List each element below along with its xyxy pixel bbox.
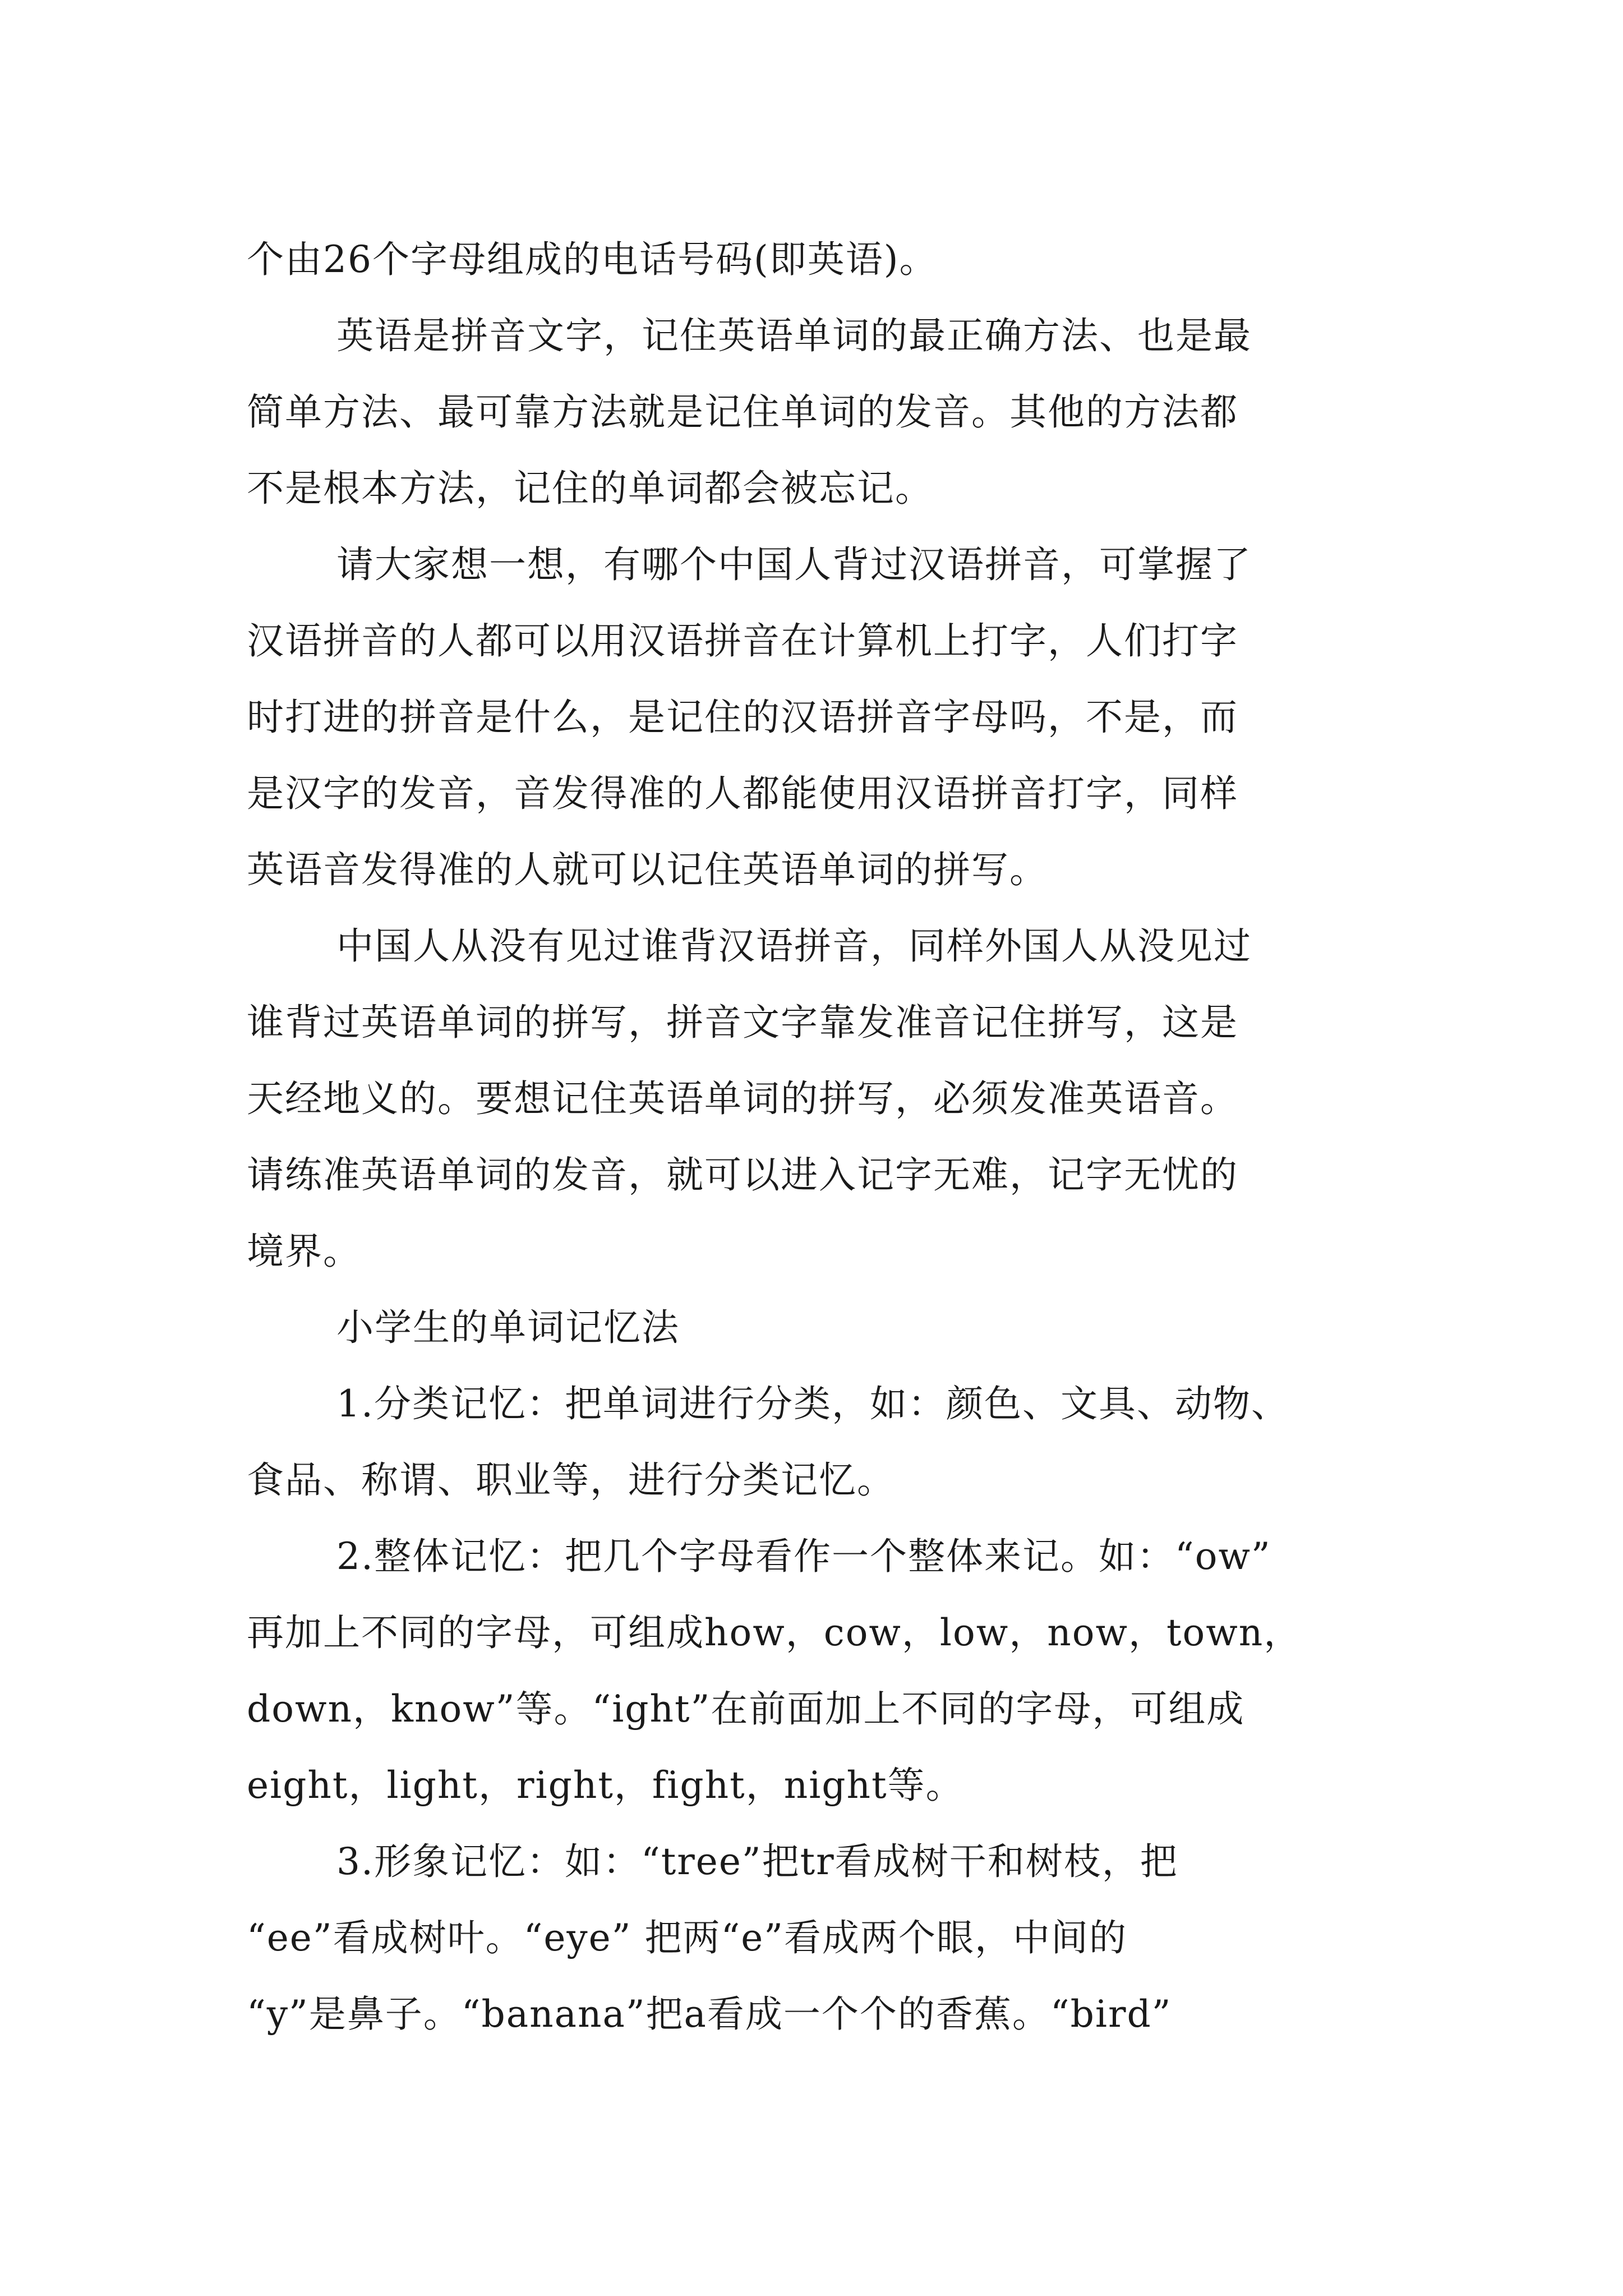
text-line: 3.形象记忆：如：“tree”把tr看成树干和树枝，把 bbox=[336, 1840, 1178, 1883]
text-line: 天经地义的。要想记住英语单词的拼写，必须发准英语音。 bbox=[247, 1077, 1238, 1120]
text-line: 英语是拼音文字，记住英语单词的最正确方法、也是最 bbox=[336, 314, 1252, 357]
text-line: “ee”看成树叶。“eye” 把两“e”看成两个眼，中间的 bbox=[247, 1916, 1128, 1959]
text-line: 2.整体记忆：把几个字母看作一个整体来记。如：“ow” bbox=[336, 1535, 1271, 1578]
text-line: 不是根本方法，记住的单词都会被忘记。 bbox=[247, 467, 933, 510]
text-line: 请练准英语单词的发音，就可以进入记字无难，记字无忧的 bbox=[247, 1153, 1238, 1197]
text-line: 再加上不同的字母，可组成how，cow，low，now，town， bbox=[247, 1611, 1302, 1654]
text-line: 个由26个字母组成的电话号码(即英语)。 bbox=[247, 238, 938, 281]
text-line: down，know”等。“ight”在前面加上不同的字母，可组成 bbox=[247, 1687, 1245, 1731]
text-line: 是汉字的发音，音发得准的人都能使用汉语拼音打字，同样 bbox=[247, 772, 1238, 815]
text-line: 境界。 bbox=[247, 1230, 361, 1273]
document-body bbox=[247, 222, 1391, 2053]
text-line: eight，light，right，fight，night等。 bbox=[247, 1764, 964, 1807]
text-line: 请大家想一想，有哪个中国人背过汉语拼音，可掌握了 bbox=[336, 543, 1252, 586]
text-line: “y”是鼻子。“banana”把a看成一个个的香蕉。“bird” bbox=[247, 1993, 1172, 2036]
text-line: 1.分类记忆：把单词进行分类，如：颜色、文具、动物、 bbox=[336, 1382, 1289, 1425]
text-line: 简单方法、最可靠方法就是记住单词的发音。其他的方法都 bbox=[247, 390, 1238, 434]
text-line: 汉语拼音的人都可以用汉语拼音在计算机上打字，人们打字 bbox=[247, 619, 1238, 662]
text-line: 食品、称谓、职业等，进行分类记忆。 bbox=[247, 1458, 895, 1502]
section-heading: 小学生的单词记忆法 bbox=[336, 1306, 680, 1349]
text-line: 时打进的拼音是什么，是记住的汉语拼音字母吗，不是，而 bbox=[247, 696, 1238, 739]
text-line: 英语音发得准的人就可以记住英语单词的拼写。 bbox=[247, 848, 1048, 891]
text-line: 谁背过英语单词的拼写，拼音文字靠发准音记住拼写，这是 bbox=[247, 1001, 1238, 1044]
text-line: 中国人从没有见过谁背汉语拼音，同样外国人从没见过 bbox=[336, 924, 1252, 968]
